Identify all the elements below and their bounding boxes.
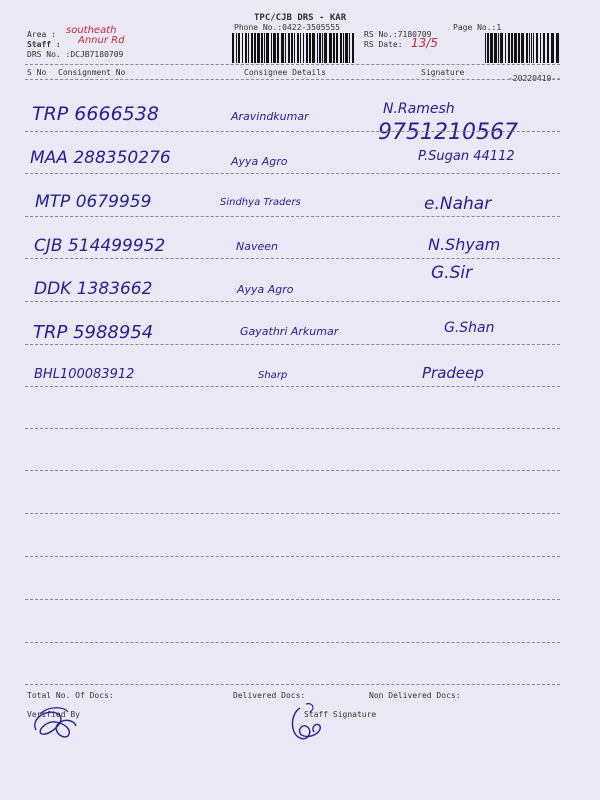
col-consignee: Consignee Details (244, 68, 326, 77)
signature: G.Shan (444, 320, 495, 336)
consignee-name: Naveen (236, 240, 278, 253)
footer-divider (25, 684, 560, 685)
consignment-number: MAA 288350276 (30, 148, 171, 168)
consignment-number: TRP 6666538 (32, 103, 159, 125)
consignee-name: Sharp (258, 370, 288, 381)
col-sno: S No (27, 68, 47, 77)
staff-signature-scribble (286, 700, 336, 746)
verified-by-label: Verified By (27, 710, 80, 719)
signature: N.Shyam (428, 235, 501, 254)
signature: N.Ramesh (383, 101, 455, 117)
consignment-number: TRP 5988954 (33, 322, 154, 343)
row-divider (25, 470, 560, 471)
delivered-docs-label: Delivered Docs: (233, 691, 306, 700)
col-signature: Signature (421, 68, 465, 77)
consignment-number: BHL100083912 (34, 367, 135, 382)
rs-date-label: RS Date: (364, 40, 403, 49)
staff-label: Staff : (27, 40, 61, 49)
consignee-name: Ayya Agro (231, 155, 288, 168)
row-divider (25, 642, 560, 643)
signature: Pradeep (422, 364, 484, 382)
total-docs-label: Total No. Of Docs: (27, 691, 114, 700)
phone-handwritten: 9751210567 (378, 120, 518, 145)
row-divider (25, 131, 560, 132)
barcode-right (485, 33, 561, 63)
row-divider (25, 556, 560, 557)
row-divider (25, 599, 560, 600)
row-divider (25, 216, 560, 217)
consignee-name: Aravindkumar (231, 110, 309, 123)
signature: e.Nahar (424, 194, 492, 214)
row-divider (25, 344, 560, 345)
non-delivered-docs-label: Non Delivered Docs: (369, 691, 461, 700)
header-divider-bottom (25, 79, 560, 80)
area-value: southeath (66, 25, 117, 36)
consignment-number: MTP 0679959 (35, 192, 152, 212)
phone-number: Phone No.:0422-3505555 (234, 23, 340, 32)
signature: G.Sir (431, 263, 473, 283)
row-divider (25, 386, 560, 387)
barcode-left (232, 33, 354, 63)
consignee-name: Gayathri Arkumar (240, 325, 339, 338)
area-label: Area : (27, 30, 56, 39)
drs-number: DRS No. :DCJB7180709 (27, 50, 124, 59)
rs-number: RS No.:7180709 (364, 30, 432, 39)
verifier-signature (28, 700, 80, 744)
document-title: TPC/CJB DRS - KAR (254, 13, 347, 23)
staff-signature-label: Staff Signature (304, 710, 377, 719)
consignment-number: DDK 1383662 (34, 279, 153, 299)
row-divider (25, 258, 560, 259)
consignee-name: Sindhya Traders (220, 197, 301, 208)
rs-date-value: 13/5 (411, 36, 438, 50)
row-divider (25, 301, 560, 302)
col-consignment: Consignment No (58, 68, 126, 77)
page-number: Page No.:1 (453, 23, 502, 32)
row-divider (25, 513, 560, 514)
signature: P.Sugan 44112 (418, 149, 515, 164)
consignment-number: CJB 514499952 (34, 236, 166, 256)
staff-value: Annur Rd (78, 35, 125, 46)
date-code: -20220419-- (508, 74, 561, 83)
row-divider (25, 428, 560, 429)
header-divider-top (25, 64, 560, 65)
consignee-name: Ayya Agro (237, 283, 294, 296)
row-divider (25, 173, 560, 174)
